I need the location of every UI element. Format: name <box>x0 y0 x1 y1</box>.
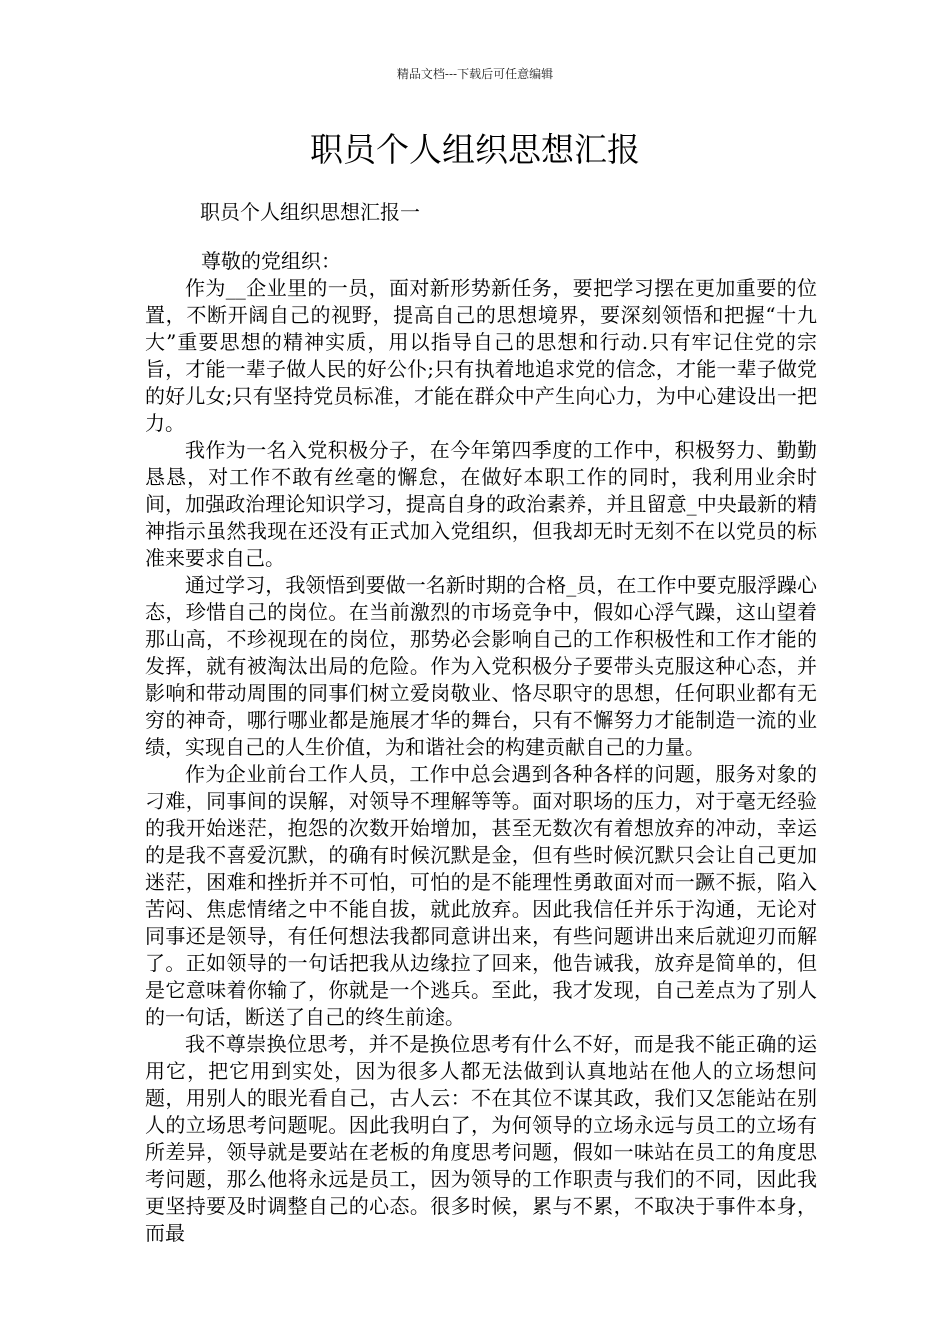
paragraph-1: 作为__企业里的一员，面对新形势新任务，要把学习摆在更加重要的位置，不断开阔自己的视野，提高自己的思想境界，要深刻领悟和把握“十九大”重要思想的精神实质，用以指导自己的思想和行动.只有牢记住党的宗旨，才能一辈子做人民的好公仆;只有执着地追求党的信念，才能一辈子做党的好儿女;只有坚持党员标准，才能在群众中产生向心力，为中心建设出一把力。 <box>145 276 817 435</box>
paragraph-5: 我不尊崇换位思考，并不是换位思考有什么不好，而是我不能正确的运用它，把它用到实处，因为很多人都无法做到认真地站在他人的立场想问题，用别人的眼光看自己，古人云：不在其位不谋其政，我们又怎能站在别人的立场思考问题呢。因此我明白了，为何领导的立场永远与员工的立场有所差异，领导就是要站在老板的角度思考问题，假如一味站在员工的角度思考问题，那么他将永远是员工，因为领导的工作职责与我们的不同，因此我更坚持要及时调整自己的心态。很多时候，累与不累，不取决于事件本身，而最 <box>145 1032 817 1245</box>
document-body <box>145 248 817 1247</box>
page-header: 精品文档---下载后可任意编辑 <box>396 67 554 81</box>
paragraph-3: 通过学习，我领悟到要做一名新时期的合格_员，在工作中要克服浮躁心态，珍惜自己的岗位。在当前激烈的市场竞争中，假如心浮气躁，这山望着那山高，不珍视现在的岗位，那势必会影响自己的工作积极性和工作才能的发挥，就有被淘汰出局的危险。作为入党积极分子要带头克服这种心态，并影响和带动周围的同事们树立爱岗敬业、恪尽职守的思想，任何职业都有无穷的神奇，哪行哪业都是施展才华的舞台，只有不懈努力才能制造一流的业绩，实现自己的人生价值，为和谐社会的构建贡献自己的力量。 <box>145 573 817 759</box>
paragraph-4: 作为企业前台工作人员，工作中总会遇到各种各样的问题，服务对象的刁难，同事间的误解，对领导不理解等等。面对职场的压力，对于毫无经验的我开始迷茫，抱怨的次数开始增加，甚至无数次有着想放弃的冲动，幸运的是我不喜爱沉默，的确有时候沉默是金，但有些时候沉默只会让自己更加迷茫，困难和挫折并不可怕，可怕的是不能理性勇敢面对而一蹶不振，陷入苦闷、焦虑情绪之中不能自拔，就此放弃。因此我信任并乐于沟通，无论对同事还是领导，有任何想法我都同意讲出来，有些问题讲出来后就迎刃而解了。正如领导的一句话把我从边缘拉了回来，他告诫我，放弃是简单的，但是它意味着你输了，你就是一个逃兵。至此，我才发现，自己差点为了别人的一句话，断送了自己的终生前途。 <box>145 762 817 1029</box>
salutation: 尊敬的党组织： <box>201 249 341 273</box>
document-title: 职员个人组织思想汇报 <box>310 130 640 169</box>
document-subtitle: 职员个人组织思想汇报一 <box>200 200 420 224</box>
paragraph-2: 我作为一名入党积极分子，在今年第四季度的工作中，积极努力、勤勤恳恳，对工作不敢有丝毫的懈怠，在做好本职工作的同时，我利用业余时间，加强政治理论知识学习，提高自身的政治素养，并且留意_中央最新的精神指示虽然我现在还没有正式加入党组织，但我却无时无刻不在以党员的标准来要求自己。 <box>145 438 817 570</box>
